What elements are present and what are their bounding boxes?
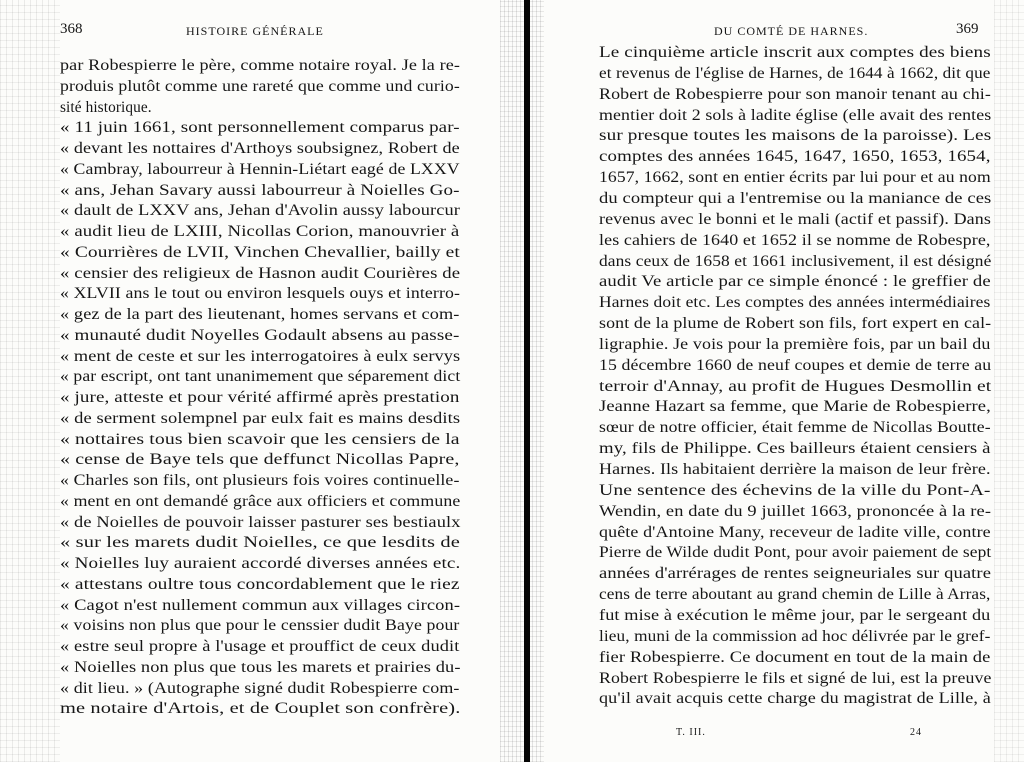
text-line: « estre seul propre à l'usage et prouffict de ceux dudit bbox=[60, 638, 460, 655]
text-line: Robert Robespierre le fils et signé de lui, est la preuve bbox=[599, 669, 992, 687]
text-line: Harnes doit etc. Les comptes des années intermédiaires bbox=[599, 294, 991, 312]
right-page-number: 369 bbox=[956, 21, 979, 37]
text-line: audit Ve article par ce simple énoncé : le greffier de bbox=[599, 273, 991, 291]
text-line: « Cagot n'est nullement commun aux villages circon- bbox=[60, 596, 461, 614]
text-line: « de serment solempnel par eulx fait es mains desdits bbox=[60, 409, 461, 427]
right-footer-signature: 24 bbox=[910, 727, 922, 738]
text-line: « Courrières de LVII, Vinchen Chevallier, bailly et bbox=[60, 243, 460, 261]
text-line: ligraphie. Je vois pour la première fois, par un bail du bbox=[599, 335, 991, 353]
text-line: « voisins non plus que pour le censsier dudit Baye pour bbox=[60, 617, 460, 635]
text-line: fier Robespierre. Ce document en tout de la main de bbox=[599, 648, 991, 666]
text-line: « Noielles non plus que tous les marets et prairies du- bbox=[60, 658, 461, 676]
text-line: qu'il avait acquis cette charge du magistrat de Lille, à bbox=[599, 690, 991, 708]
right-running-head: DU COMTÉ DE HARNES. bbox=[714, 24, 869, 38]
text-line: années d'arrérages de rentes seigneuriales sur quatre bbox=[599, 565, 992, 583]
text-line: Une sentence des échevins de la ville du Pont-A- bbox=[599, 481, 991, 499]
text-line: « 11 juin 1661, sont personnellement comparus par- bbox=[60, 119, 460, 137]
text-line: lieu, muni de la commission ad hoc délivrée par le gref- bbox=[599, 627, 991, 645]
text-line: les cahiers de 1640 et 1652 il se nomme de Robespre, bbox=[599, 231, 991, 249]
text-line: Jeanne Hazart sa femme, que Marie de Robespierre, bbox=[599, 398, 991, 416]
text-line: quête d'Antoine Many, receveur de ladite ville, contre bbox=[599, 523, 991, 541]
text-line: « jure, atteste et pour vérité affirmé après prestation bbox=[60, 389, 460, 406]
text-line: « ment de ceste et sur les interrogatoires à eulx servys bbox=[60, 347, 461, 365]
text-line: « ment en ont demandé grâce aux officiers et commune bbox=[60, 492, 461, 510]
text-line: « Charles son fils, ont plusieurs fois voires continuelle- bbox=[60, 472, 460, 489]
text-line: 1657, 1662, sont en entier écrits par lui pour et au nom bbox=[599, 169, 991, 187]
text-line: Robert de Robespierre pour son manoir tenant au chi- bbox=[599, 85, 992, 103]
text-line: et revenus de l'église de Harnes, de 1644 à 1662, dit que bbox=[599, 64, 991, 82]
text-line: « gez de la part des lieutenant, homes servans et com- bbox=[60, 306, 460, 323]
text-line: me notaire d'Artois, et de Couplet son confrère). bbox=[60, 700, 461, 718]
text-line: « par escript, ont tant unanimement que séparement dict bbox=[60, 368, 461, 386]
text-line: « dit lieu. » (Autographe signé dudit Robespierre com- bbox=[60, 679, 460, 697]
text-line: « devant les nottaires d'Arthoys soubsignez, Robert de bbox=[60, 140, 460, 157]
text-line: « attestans oultre tous concordablement que le riez bbox=[60, 575, 460, 593]
text-line: « ans, Jehan Savary aussi labourreur à Noielles Go- bbox=[60, 181, 460, 199]
text-line: dans ceux de 1658 et 1661 inclusivement, il est désigné bbox=[599, 252, 992, 270]
text-line: « sur les marets dudit Noielles, ce que lesdits de bbox=[60, 534, 460, 552]
text-line: « munauté dudit Noyelles Godault absens au passe- bbox=[60, 326, 460, 344]
text-line: du compteur qui a l'entremise ou la maniance de ces bbox=[599, 189, 992, 207]
right-page bbox=[528, 0, 1024, 762]
text-line: par Robespierre le père, comme notaire royal. Je la re- bbox=[60, 57, 461, 74]
text-line: Pierre de Wilde dudit Pont, pour avoir paiement de sept bbox=[599, 544, 992, 562]
left-page-number: 368 bbox=[60, 21, 83, 37]
text-line: « Noielles luy auraient accordé diverses années etc. bbox=[60, 555, 461, 572]
text-line: « nottaires tous bien scavoir que les censiers de la bbox=[60, 430, 460, 448]
left-running-head: HISTOIRE GÉNÉRALE bbox=[186, 24, 324, 38]
text-line: « audit lieu de LXIII, Nicollas Corion, manouvrier à bbox=[60, 223, 460, 240]
text-line: my, fils de Philippe. Ces bailleurs étaient censiers à bbox=[599, 440, 991, 458]
text-line: fut mise à exécution le même jour, par le sergeant du bbox=[599, 606, 991, 624]
text-line: « de Noielles de pouvoir laisser pasturer ses bestiaulx bbox=[60, 513, 461, 531]
text-line: Harnes. Ils habitaient derrière la maison de leur frère. bbox=[599, 461, 991, 478]
right-footer-volume: T. III. bbox=[676, 727, 706, 738]
text-line: Le cinquième article inscrit aux comptes des biens bbox=[599, 44, 991, 61]
text-line: « Cambray, labourreur à Hennin-Liétart eagé de LXXV bbox=[60, 160, 460, 178]
text-line: terroir d'Annay, au profit de Hugues Desmollin et bbox=[599, 377, 992, 395]
text-line: sont de la plume de Robert son fils, fort expert en cal- bbox=[599, 315, 992, 333]
text-line: Wendin, en date du 9 juillet 1663, prononcée à la re- bbox=[599, 502, 992, 520]
text-line: « dault de LXXV ans, Jehan d'Avolin aussy labourcur bbox=[60, 202, 460, 220]
text-line: cens de terre aboutant au grand chemin de Lille à Arras, bbox=[599, 586, 991, 604]
text-line: produis plutôt comme une rareté que comme und curio- bbox=[60, 77, 460, 95]
text-line: « censier des religieux de Hasnon audit Courières de bbox=[60, 264, 461, 282]
text-line: revenus avec le bonni et le mali (actif et passif). Dans bbox=[599, 210, 991, 228]
text-line: « XLVII ans le tout ou environ lesquels ouys et interro- bbox=[60, 285, 461, 303]
text-line: comptes des années 1645, 1647, 1650, 1653, 1654, bbox=[599, 148, 991, 166]
text-line: sœur de notre officier, était femme de Nicollas Boutte- bbox=[599, 419, 991, 437]
text-line: « cense de Baye tels que deffunct Nicollas Papre, bbox=[60, 451, 460, 469]
text-line: sur presque toutes les maisons de la paroisse). Les bbox=[599, 127, 992, 145]
text-line: 15 décembre 1660 de neuf coupes et demie de terre au bbox=[599, 356, 992, 374]
text-line: sité historique. bbox=[60, 98, 152, 116]
text-line: mentier doit 2 sols à ladite église (elle avait des rentes bbox=[599, 106, 992, 124]
